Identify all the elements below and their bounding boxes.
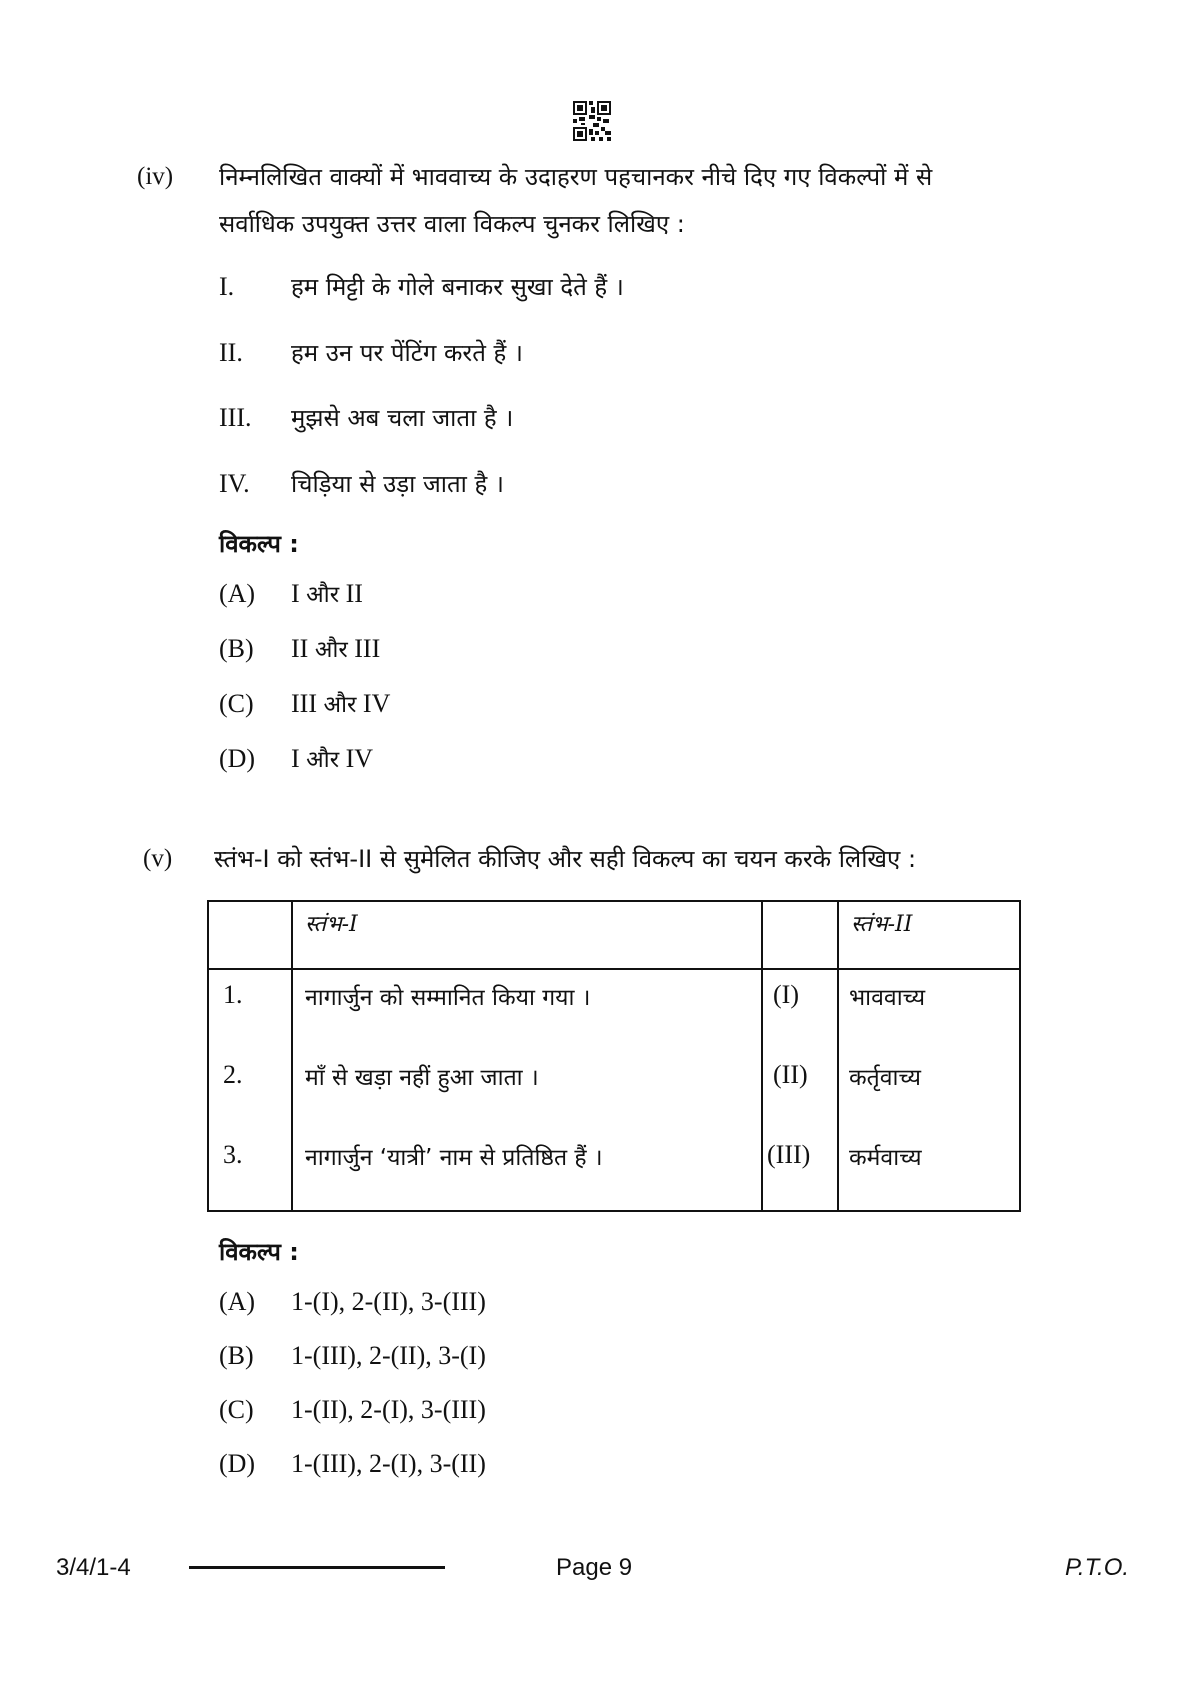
option-label: (D) bbox=[219, 1449, 256, 1478]
page-number: Page 9 bbox=[556, 1554, 633, 1581]
column-2-item: भाववाच्य bbox=[849, 985, 926, 1011]
row-number: 3. bbox=[223, 1140, 243, 1169]
option-iv-a[interactable] bbox=[219, 577, 363, 609]
option-text: II और III bbox=[291, 634, 381, 663]
pto-label: P.T.O. bbox=[1065, 1554, 1130, 1581]
num-column bbox=[208, 969, 292, 1211]
option-text: 1-(II), 2-(I), 3-(III) bbox=[291, 1395, 486, 1424]
roman-numeral: (III) bbox=[767, 1140, 811, 1169]
option-v-c[interactable] bbox=[219, 1395, 486, 1425]
statement-label: I. bbox=[219, 272, 235, 301]
statement-3 bbox=[219, 401, 513, 434]
match-table bbox=[207, 900, 1021, 1212]
question-number-v: (v) bbox=[143, 845, 173, 872]
column-1-item: नागार्जुन को सम्मानित किया गया । bbox=[305, 985, 591, 1011]
options-heading-iv: विकल्प : bbox=[219, 530, 299, 558]
header-empty-1 bbox=[208, 901, 292, 969]
statement-text: मुझसे अब चला जाता है । bbox=[291, 404, 514, 432]
statement-text: हम मिट्टी के गोले बनाकर सुखा देते हैं । bbox=[291, 273, 624, 301]
option-text: 1-(I), 2-(II), 3-(III) bbox=[291, 1287, 486, 1316]
statement-label: II. bbox=[219, 338, 243, 367]
statement-label: IV. bbox=[219, 469, 250, 498]
option-v-a[interactable] bbox=[219, 1287, 486, 1317]
row-number: 2. bbox=[223, 1060, 243, 1089]
match-table-header bbox=[208, 901, 1020, 969]
column-2-item: कर्मवाच्य bbox=[849, 1145, 922, 1171]
option-text: I और II bbox=[291, 579, 363, 608]
option-text: 1-(III), 2-(I), 3-(II) bbox=[291, 1449, 486, 1478]
match-table-body bbox=[208, 969, 1020, 1211]
question-iv-prompt-line2: सर्वाधिक उपयुक्त उत्तर वाला विकल्प चुनकर लिखिए : bbox=[219, 210, 685, 238]
option-v-d[interactable] bbox=[219, 1449, 486, 1479]
options-heading-v: विकल्प : bbox=[219, 1238, 299, 1266]
column-2-cells bbox=[838, 969, 1020, 1211]
option-label: (C) bbox=[219, 1395, 254, 1424]
statement-2 bbox=[219, 336, 523, 369]
option-label: (B) bbox=[219, 634, 254, 663]
roman-numeral: (II) bbox=[773, 1060, 808, 1089]
column-1-item: नागार्जुन ‘यात्री’ नाम से प्रतिष्ठित हैं । bbox=[305, 1145, 603, 1171]
header-column-2: स्तंभ-II bbox=[838, 901, 1020, 969]
option-text: 1-(III), 2-(II), 3-(I) bbox=[291, 1341, 486, 1370]
question-iv-prompt-line1: निम्नलिखित वाक्यों में भाववाच्य के उदाहरण पहचानकर नीचे दिए गए विकल्पों में से bbox=[219, 163, 933, 191]
option-v-b[interactable] bbox=[219, 1341, 486, 1371]
column-1-item: माँ से खड़ा नहीं हुआ जाता । bbox=[305, 1065, 539, 1091]
paper-code: 3/4/1-4 bbox=[56, 1554, 131, 1581]
option-label: (B) bbox=[219, 1341, 254, 1370]
statement-text: हम उन पर पेंटिंग करते हैं । bbox=[291, 339, 524, 367]
option-label: (D) bbox=[219, 744, 256, 773]
option-text: III और IV bbox=[291, 689, 391, 718]
footer-rule bbox=[189, 1566, 445, 1569]
header-column-1: स्तंभ-I bbox=[292, 901, 762, 969]
qr-code bbox=[573, 101, 611, 141]
question-number-iv: (iv) bbox=[137, 163, 174, 190]
roman-numeral: (I) bbox=[773, 980, 799, 1009]
statement-1 bbox=[219, 270, 624, 303]
statement-text: चिड़िया से उड़ा जाता है । bbox=[291, 470, 504, 498]
option-text: I और IV bbox=[291, 744, 374, 773]
question-v-prompt: स्तंभ-I को स्तंभ-II से सुमेलित कीजिए और सही विकल्प का चयन करके लिखिए : bbox=[214, 845, 917, 873]
option-label: (A) bbox=[219, 1287, 256, 1316]
option-iv-c[interactable] bbox=[219, 687, 390, 719]
column-2-item: कर्तृवाच्य bbox=[849, 1065, 921, 1091]
option-label: (A) bbox=[219, 579, 256, 608]
option-iv-b[interactable] bbox=[219, 632, 380, 664]
header-empty-2 bbox=[762, 901, 838, 969]
statement-label: III. bbox=[219, 403, 252, 432]
roman-column bbox=[762, 969, 838, 1211]
option-iv-d[interactable] bbox=[219, 742, 373, 774]
option-label: (C) bbox=[219, 689, 254, 718]
statement-4 bbox=[219, 467, 504, 500]
column-1-cells bbox=[292, 969, 762, 1211]
row-number: 1. bbox=[223, 980, 243, 1009]
